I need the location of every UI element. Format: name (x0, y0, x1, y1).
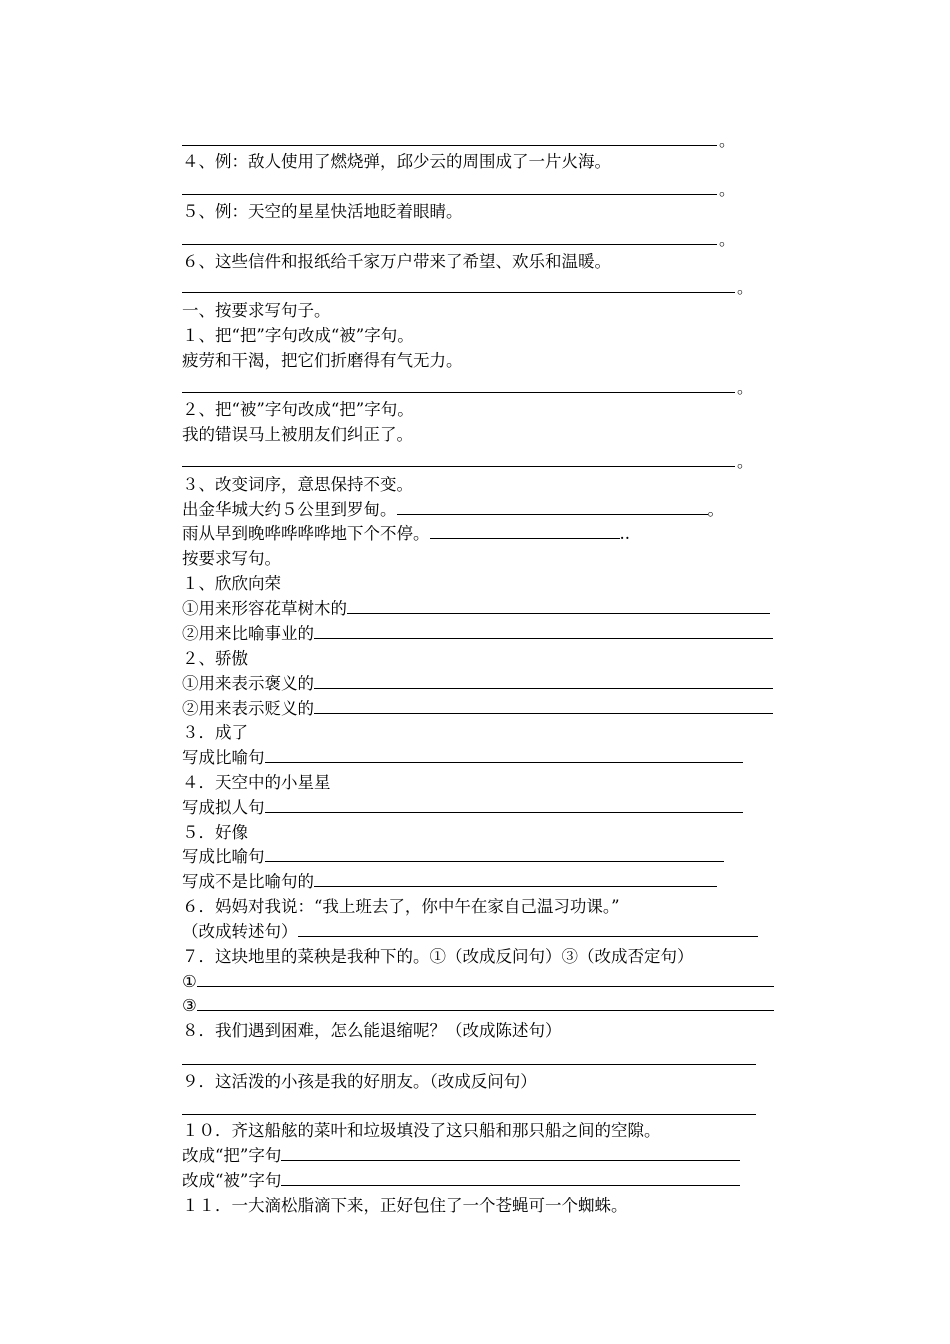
period: 。 (719, 180, 736, 199)
answer-blank[interactable] (281, 1169, 740, 1186)
answer-blank[interactable] (430, 522, 620, 539)
question-2a: ①用来表示褒义的 (182, 672, 773, 696)
period: 。 (737, 378, 754, 397)
answer-blank[interactable] (197, 970, 774, 987)
example-6: ６、这些信件和报纸给千家万户带来了希望、欢乐和温暖。 (182, 252, 611, 271)
question-5: ５．好像 (182, 823, 248, 842)
question-2b: ②用来表示贬义的 (182, 697, 773, 721)
period: 。 (737, 278, 754, 297)
answer-blank[interactable] (314, 672, 773, 689)
answer-line[interactable] (182, 292, 735, 293)
example-5: ５、例：天空的星星快活地眨着眼睛。 (182, 202, 463, 221)
answer-line[interactable] (182, 1114, 756, 1115)
answer-blank[interactable] (265, 845, 724, 862)
answer-line[interactable] (182, 1064, 756, 1065)
question-10: １０．齐这船舷的菜叶和垃圾填没了这只船和那只船之间的空隙。 (182, 1121, 661, 1140)
answer-blank[interactable] (197, 994, 774, 1011)
section-heading-2: 按要求写句。 (182, 549, 281, 568)
answer-blank[interactable] (314, 622, 773, 639)
question-6: ６．妈妈对我说：“我上班去了，你中午在家自己温习功课。” (182, 897, 620, 916)
instruction-3: ３、改变词序，意思保持不变。 (182, 475, 413, 494)
question-1b: ②用来比喻事业的 (182, 622, 773, 646)
example-4: ４、例：敌人使用了燃烧弹，邱少云的周围成了一片火海。 (182, 152, 611, 171)
question-10a: 改成“把”字句 (182, 1144, 740, 1168)
answer-blank[interactable] (347, 597, 770, 614)
answer-line[interactable] (182, 194, 717, 195)
question-3a: 写成比喻句 (182, 746, 743, 770)
question-5a: 写成比喻句 (182, 845, 724, 869)
question-7: ７．这块地里的菜秧是我种下的。①（改成反问句）③（改成否定句） (182, 947, 694, 966)
period: 。 (719, 131, 736, 150)
answer-line[interactable] (182, 392, 735, 393)
answer-blank[interactable] (397, 498, 708, 515)
section-heading: 一、按要求写句子。 (182, 301, 331, 320)
period: 。 (719, 230, 736, 249)
question-4: ４．天空中的小星星 (182, 773, 331, 792)
instruction-2: ２、把“被”字句改成“把”字句。 (182, 400, 414, 419)
answer-line[interactable] (182, 244, 717, 245)
question-1: １、欣欣向荣 (182, 574, 281, 593)
answer-blank[interactable] (314, 697, 773, 714)
answer-blank[interactable] (265, 746, 743, 763)
question-9: ９．这活泼的小孩是我的好朋友。（改成反问句） (182, 1072, 537, 1091)
question-7b: ③ (182, 994, 774, 1018)
period: 。 (737, 452, 754, 471)
sentence-3b: 雨从早到晚哗哗哗哗地下个不停。 .. (182, 524, 630, 543)
question-10b: 改成“被”字句 (182, 1169, 740, 1193)
question-4a: 写成拟人句 (182, 796, 743, 820)
question-2: ２、骄傲 (182, 649, 248, 668)
answer-blank[interactable] (265, 796, 743, 813)
answer-blank[interactable] (298, 920, 758, 937)
answer-line[interactable] (182, 145, 717, 146)
sentence-1: 疲劳和干渴，把它们折磨得有气无力。 (182, 351, 463, 370)
answer-line[interactable] (182, 466, 735, 467)
answer-blank[interactable] (281, 1144, 740, 1161)
question-6a: （改成转述句） (182, 920, 758, 944)
question-1a: ①用来形容花草树木的 (182, 597, 770, 621)
question-11: １１．一大滴松脂滴下来，正好包住了一个苍蝇可一个蜘蛛。 (182, 1196, 628, 1215)
sentence-3a: 出金华城大约５公里到罗甸。 。 (182, 500, 724, 519)
question-8: ８．我们遇到困难，怎么能退缩呢？（改成陈述句） (182, 1021, 562, 1040)
question-5b: 写成不是比喻句的 (182, 870, 717, 894)
sentence-2: 我的错误马上被朋友们纠正了。 (182, 425, 413, 444)
instruction-1: １、把“把”字句改成“被”字句。 (182, 326, 414, 345)
answer-blank[interactable] (314, 870, 717, 887)
question-7a: ① (182, 970, 774, 994)
question-3: ３．成了 (182, 723, 248, 742)
